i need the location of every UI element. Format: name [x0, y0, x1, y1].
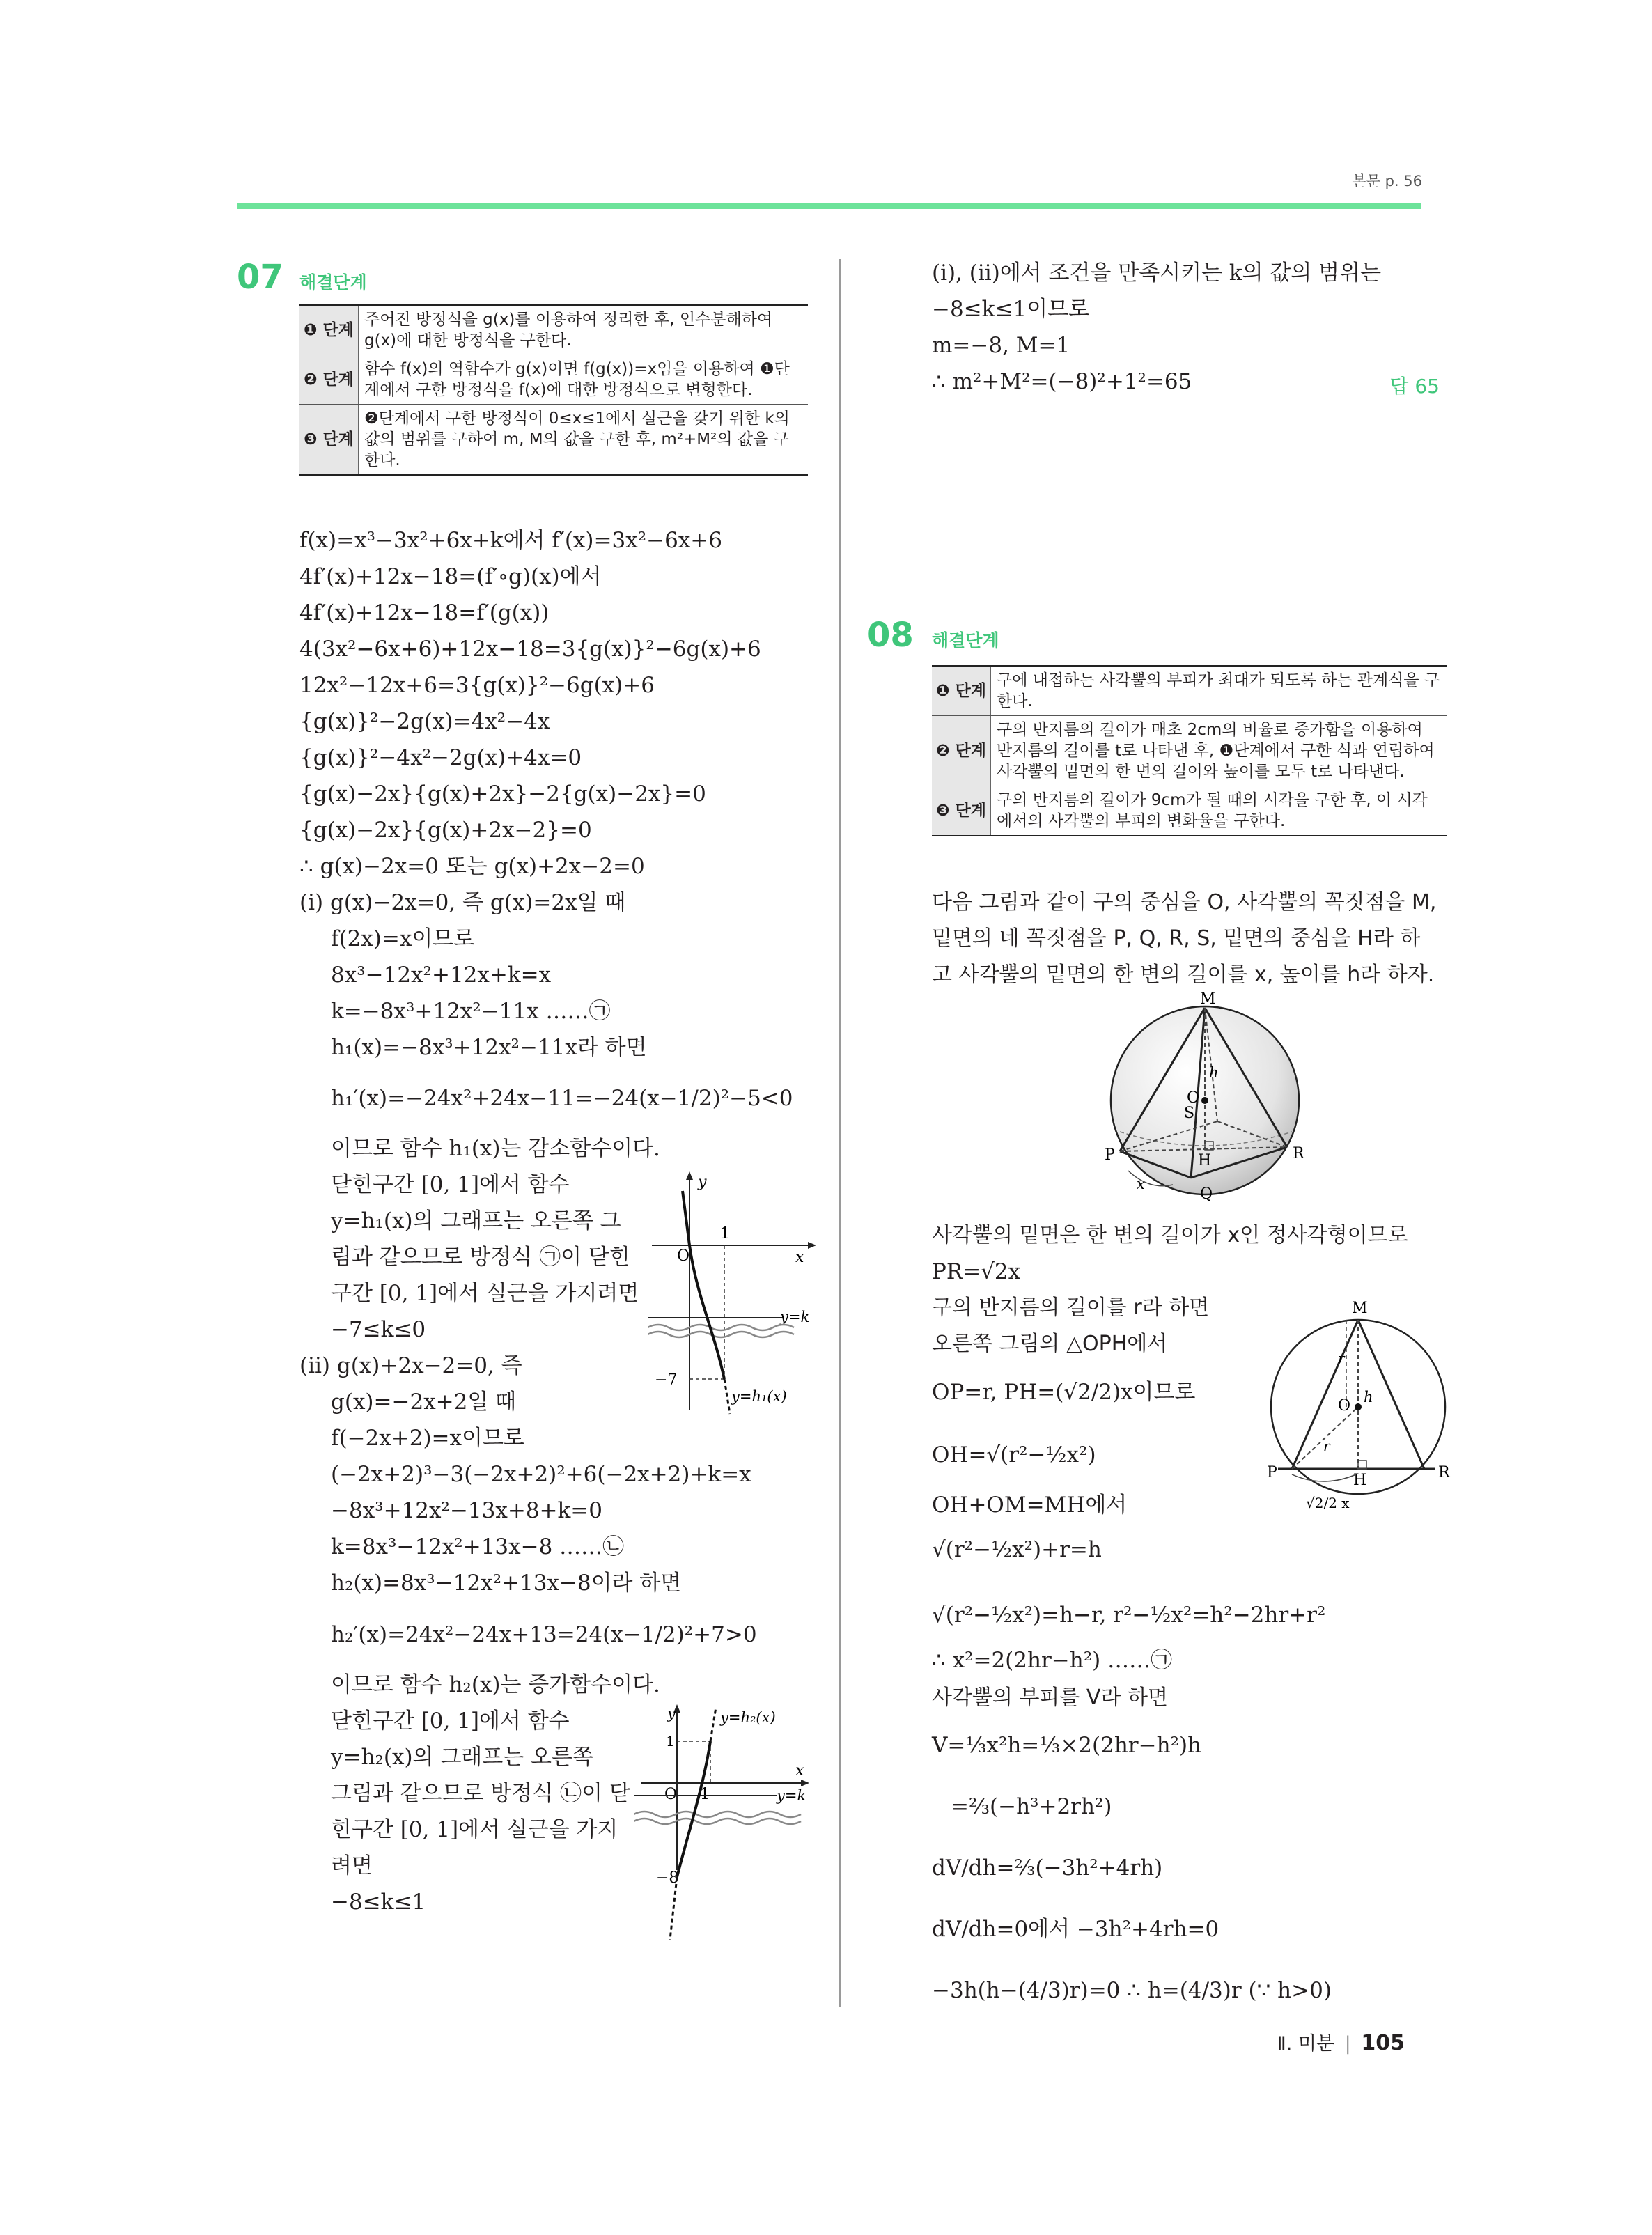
- math-line: 8x³−12x²+12x+k=x: [331, 963, 552, 988]
- label-M: M: [1352, 1300, 1368, 1317]
- wave-break-bottom: [634, 1819, 801, 1824]
- math-line: ∴ x²=2(2hr−h²) ……㉠: [932, 1648, 1173, 1673]
- center-o: [1201, 1097, 1208, 1104]
- math-line: m=−8, M=1: [932, 333, 1070, 358]
- page-footer: Ⅱ. 미분 | 105: [1277, 2031, 1405, 2055]
- line-label: y=k: [777, 1787, 806, 1804]
- label-M: M: [1200, 992, 1216, 1008]
- math-line: −8≤k≤1이므로: [932, 297, 1089, 322]
- x-axis-label: x: [795, 1762, 804, 1780]
- label-R: R: [1438, 1464, 1450, 1481]
- math-line: {g(x)−2x}{g(x)+2x−2}=0: [299, 818, 592, 843]
- curve-h2-dashed-top: [710, 1707, 716, 1741]
- step-label: ❷ 단계: [932, 716, 991, 786]
- header-rule: [237, 203, 1421, 209]
- math-line: (ⅱ) g(x)+2x−2=0, 즉: [299, 1353, 522, 1378]
- tick-y-one-label: 1: [666, 1733, 675, 1750]
- math-line: 구간 [0, 1]에서 실근을 가지려면: [331, 1281, 639, 1306]
- label-P: P: [1105, 1146, 1115, 1164]
- math-line: (ⅰ) g(x)−2x=0, 즉 g(x)=2x일 때: [299, 890, 626, 915]
- math-line: (−2x+2)³−3(−2x+2)²+6(−2x+2)+k=x: [331, 1462, 751, 1487]
- step-row: [299, 355, 808, 405]
- math-line: PR=√2x: [932, 1259, 1021, 1284]
- label-P: P: [1267, 1464, 1277, 1481]
- step-row: [932, 666, 1447, 716]
- step-text: ❷단계에서 구한 방정식이 0≤x≤1에서 실근을 갖기 위한 k의 값의 범위를 구하여 m, M의 값을 구한 후, m²+M²의 값을 구한다.: [359, 405, 809, 476]
- origin-label: O: [677, 1247, 690, 1265]
- math-line: k=8x³−12x²+13x−8 ……㉡: [331, 1534, 625, 1559]
- step-label: ❸ 단계: [932, 786, 991, 836]
- page-number: 105: [1361, 2031, 1405, 2055]
- math-line: 이므로 함수 h₂(x)는 증가함수이다.: [331, 1672, 660, 1697]
- line-label: y=k: [780, 1309, 810, 1325]
- y-axis-label: y: [667, 1705, 676, 1722]
- problem-08-steps-table: [932, 665, 1447, 836]
- label-r-upper: r: [1338, 1350, 1345, 1366]
- y-axis-label: y: [698, 1174, 707, 1191]
- answer-label: 답 65: [1389, 375, 1440, 398]
- label-O: O: [1338, 1397, 1351, 1415]
- curve-label: y=h₂(x): [720, 1709, 776, 1726]
- math-line: 4f′(x)+12x−18=f′(g(x)): [299, 600, 550, 625]
- math-line: g(x)=−2x+2일 때: [331, 1389, 517, 1415]
- step-label: ❶ 단계: [932, 666, 991, 716]
- step-row: [932, 786, 1447, 836]
- step-label: ❶ 단계: [299, 305, 359, 355]
- text-line: 사각뿔의 부피를 V라 하면: [932, 1685, 1168, 1710]
- label-R: R: [1293, 1145, 1304, 1162]
- column-divider: [839, 259, 841, 2007]
- math-line: OH+OM=MH에서: [932, 1493, 1128, 1518]
- curve-label: y=h₁(x): [731, 1388, 787, 1405]
- label-Q: Q: [1200, 1185, 1213, 1203]
- curve-h2-solid: [677, 1741, 710, 1877]
- math-line: 힌구간 [0, 1]에서 실근을 가지: [331, 1817, 618, 1842]
- math-line: (ⅰ), (ⅱ)에서 조건을 만족시키는 k의 값의 범위는: [932, 260, 1382, 286]
- math-line: 4(3x²−6x+6)+12x−18=3{g(x)}²−6g(x)+6: [299, 637, 761, 662]
- wave-break-bottom: [648, 1332, 794, 1337]
- math-line: h₂(x)=8x³−12x²+13x−8이라 하면: [331, 1571, 682, 1596]
- tick-one-label: 1: [700, 1786, 710, 1803]
- math-line: h₂′(x)=24x²−24x+13=24(x−1/2)²+7>0: [331, 1622, 757, 1647]
- curve-h1-dashed: [724, 1379, 730, 1414]
- graph-h2: [634, 1703, 815, 1947]
- math-line: {g(x)−2x}{g(x)+2x}−2{g(x)−2x}=0: [299, 781, 706, 807]
- math-line: dV/dh=⅔(−3h²+4rh): [932, 1855, 1163, 1880]
- step-row: [299, 305, 808, 355]
- label-H: H: [1353, 1472, 1367, 1489]
- math-line: {g(x)}²−4x²−2g(x)+4x=0: [299, 745, 582, 770]
- y-axis-arrow: [686, 1171, 693, 1180]
- math-line: ∴ g(x)−2x=0 또는 g(x)+2x−2=0: [299, 854, 645, 879]
- sphere-pyramid-figure: [1100, 992, 1316, 1208]
- step-text: 함수 f(x)의 역함수가 g(x)이면 f(g(x))=x임을 이용하여 ❶단계에서 구한 방정식을 f(x)에 대한 방정식으로 변형한다.: [359, 355, 809, 405]
- tick-neg-label: −8: [656, 1869, 679, 1887]
- math-line: =⅔(−h³+2rh²): [951, 1794, 1112, 1819]
- math-line: OH=√(r²−½x²): [932, 1442, 1096, 1467]
- label-O: O: [1187, 1089, 1200, 1107]
- math-line: {g(x)}²−2g(x)=4x²−4x: [299, 709, 550, 734]
- problem-07-number: 07: [237, 258, 283, 297]
- step-row: [299, 405, 808, 476]
- problem-07-label: 해결단계: [299, 272, 367, 293]
- math-line: y=h₂(x)의 그래프는 오른쪽: [331, 1745, 593, 1770]
- step-text: 구에 내접하는 사각뿔의 부피가 최대가 되도록 하는 관계식을 구한다.: [991, 666, 1448, 716]
- x-axis-label: x: [795, 1249, 804, 1266]
- wave-break-top: [648, 1325, 794, 1330]
- math-line: 닫힌구간 [0, 1]에서 함수: [331, 1708, 570, 1734]
- math-line: √(r²−½x²)=h−r, r²−½x²=h²−2hr+r²: [932, 1603, 1326, 1628]
- x-axis-arrow: [808, 1242, 816, 1249]
- problem-08-label: 해결단계: [932, 630, 999, 651]
- problem-07-steps-table: [299, 304, 808, 476]
- step-text: 구의 반지름의 길이가 매초 2cm의 비율로 증가함을 이용하여 반지름의 길이를 t로 나타낸 후, ❶단계에서 구한 식과 연립하여 사각뿔의 밑면의 한 변의 길이와 높이를 모두 t로 나타낸다.: [991, 716, 1448, 786]
- math-line: V=⅓x²h=⅓×2(2hr−h²)h: [932, 1733, 1202, 1758]
- wave-break-top: [634, 1812, 801, 1817]
- label-h: h: [1209, 1064, 1219, 1081]
- step-text: 주어진 방정식을 g(x)를 이용하여 정리한 후, 인수분해하여 g(x)에 대한 방정식을 구한다.: [359, 305, 809, 355]
- label-H: H: [1198, 1152, 1212, 1169]
- text-line: 오른쪽 그림의 △OPH에서: [932, 1332, 1168, 1356]
- math-line: −3h(h−(4/3)r)=0 ∴ h=(4/3)r (∵ h>0): [932, 1978, 1332, 2003]
- origin-label: O: [664, 1786, 678, 1803]
- math-line: −8≤k≤1: [331, 1890, 426, 1915]
- cross-section-figure: [1264, 1292, 1466, 1536]
- math-line: 이므로 함수 h₁(x)는 감소함수이다.: [331, 1136, 660, 1161]
- step-label: ❸ 단계: [299, 405, 359, 476]
- tick-one-label: 1: [720, 1225, 730, 1243]
- math-line: −7≤k≤0: [331, 1317, 426, 1342]
- math-line: f(x)=x³−3x²+6x+k에서 f′(x)=3x²−6x+6: [299, 528, 722, 553]
- math-line: k=−8x³+12x²−11x ……㉠: [331, 999, 611, 1024]
- math-line: h₁′(x)=−24x²+24x−11=−24(x−1/2)²−5<0: [331, 1086, 793, 1111]
- math-line: f(−2x+2)=x이므로: [331, 1426, 524, 1451]
- math-line: −8x³+12x²−13x+8+k=0: [331, 1498, 602, 1523]
- math-line: 12x²−12x+6=3{g(x)}²−6g(x)+6: [299, 673, 655, 698]
- math-line: dV/dh=0에서 −3h²+4rh=0: [932, 1917, 1219, 1942]
- math-line: ∴ m²+M²=(−8)²+1²=65: [932, 369, 1192, 394]
- label-h: h: [1364, 1389, 1373, 1405]
- label-ph-length: √2/2 x: [1306, 1495, 1350, 1511]
- math-line: 4f′(x)+12x−18=(f′∘g)(x)에서: [299, 564, 602, 589]
- math-line: f(2x)=x이므로: [331, 926, 475, 951]
- math-line: h₁(x)=−8x³+12x²−11x라 하면: [331, 1035, 647, 1060]
- step-row: [932, 716, 1447, 786]
- math-line: y=h₁(x)의 그래프는 오른쪽 그: [331, 1208, 621, 1233]
- center-o: [1355, 1403, 1362, 1410]
- label-r-lower: r: [1323, 1438, 1330, 1454]
- step-label: ❷ 단계: [299, 355, 359, 405]
- math-line: 그림과 같으므로 방정식 ㉡이 닫: [331, 1781, 630, 1806]
- text-line: 다음 그림과 같이 구의 중심을 O, 사각뿔의 꼭짓점을 M,: [932, 890, 1437, 914]
- text-line: 구의 반지름의 길이를 r라 하면: [932, 1295, 1210, 1320]
- page-reference: 본문 p. 56: [1352, 173, 1422, 189]
- math-line: 려면: [331, 1853, 373, 1878]
- text-line: 사각뿔의 밑면은 한 변의 길이가 x인 정사각형이므로: [932, 1223, 1408, 1247]
- tick-neg-label: −7: [655, 1371, 678, 1389]
- label-x: x: [1137, 1176, 1145, 1192]
- label-S: S: [1184, 1105, 1195, 1122]
- chapter-label: Ⅱ. 미분: [1277, 2033, 1335, 2055]
- step-text: 구의 반지름의 길이가 9cm가 될 때의 시각을 구한 후, 이 시각에서의 사각뿔의 부피의 변화율을 구한다.: [991, 786, 1448, 836]
- graph-h1: [648, 1170, 822, 1421]
- math-line: 닫힌구간 [0, 1]에서 함수: [331, 1172, 570, 1197]
- math-line: √(r²−½x²)+r=h: [932, 1537, 1102, 1562]
- problem-08-number: 08: [867, 616, 914, 655]
- text-line: 밑면의 네 꼭짓점을 P, Q, R, S, 밑면의 중심을 H라 하: [932, 926, 1421, 951]
- math-line: 림과 같으므로 방정식 ㉠이 닫힌: [331, 1245, 630, 1270]
- text-line: 고 사각뿔의 밑면의 한 변의 길이를 x, 높이를 h라 하자.: [932, 963, 1435, 987]
- x-axis-arrow: [801, 1780, 809, 1786]
- math-line: OP=r, PH=(√2/2)x이므로: [932, 1380, 1196, 1405]
